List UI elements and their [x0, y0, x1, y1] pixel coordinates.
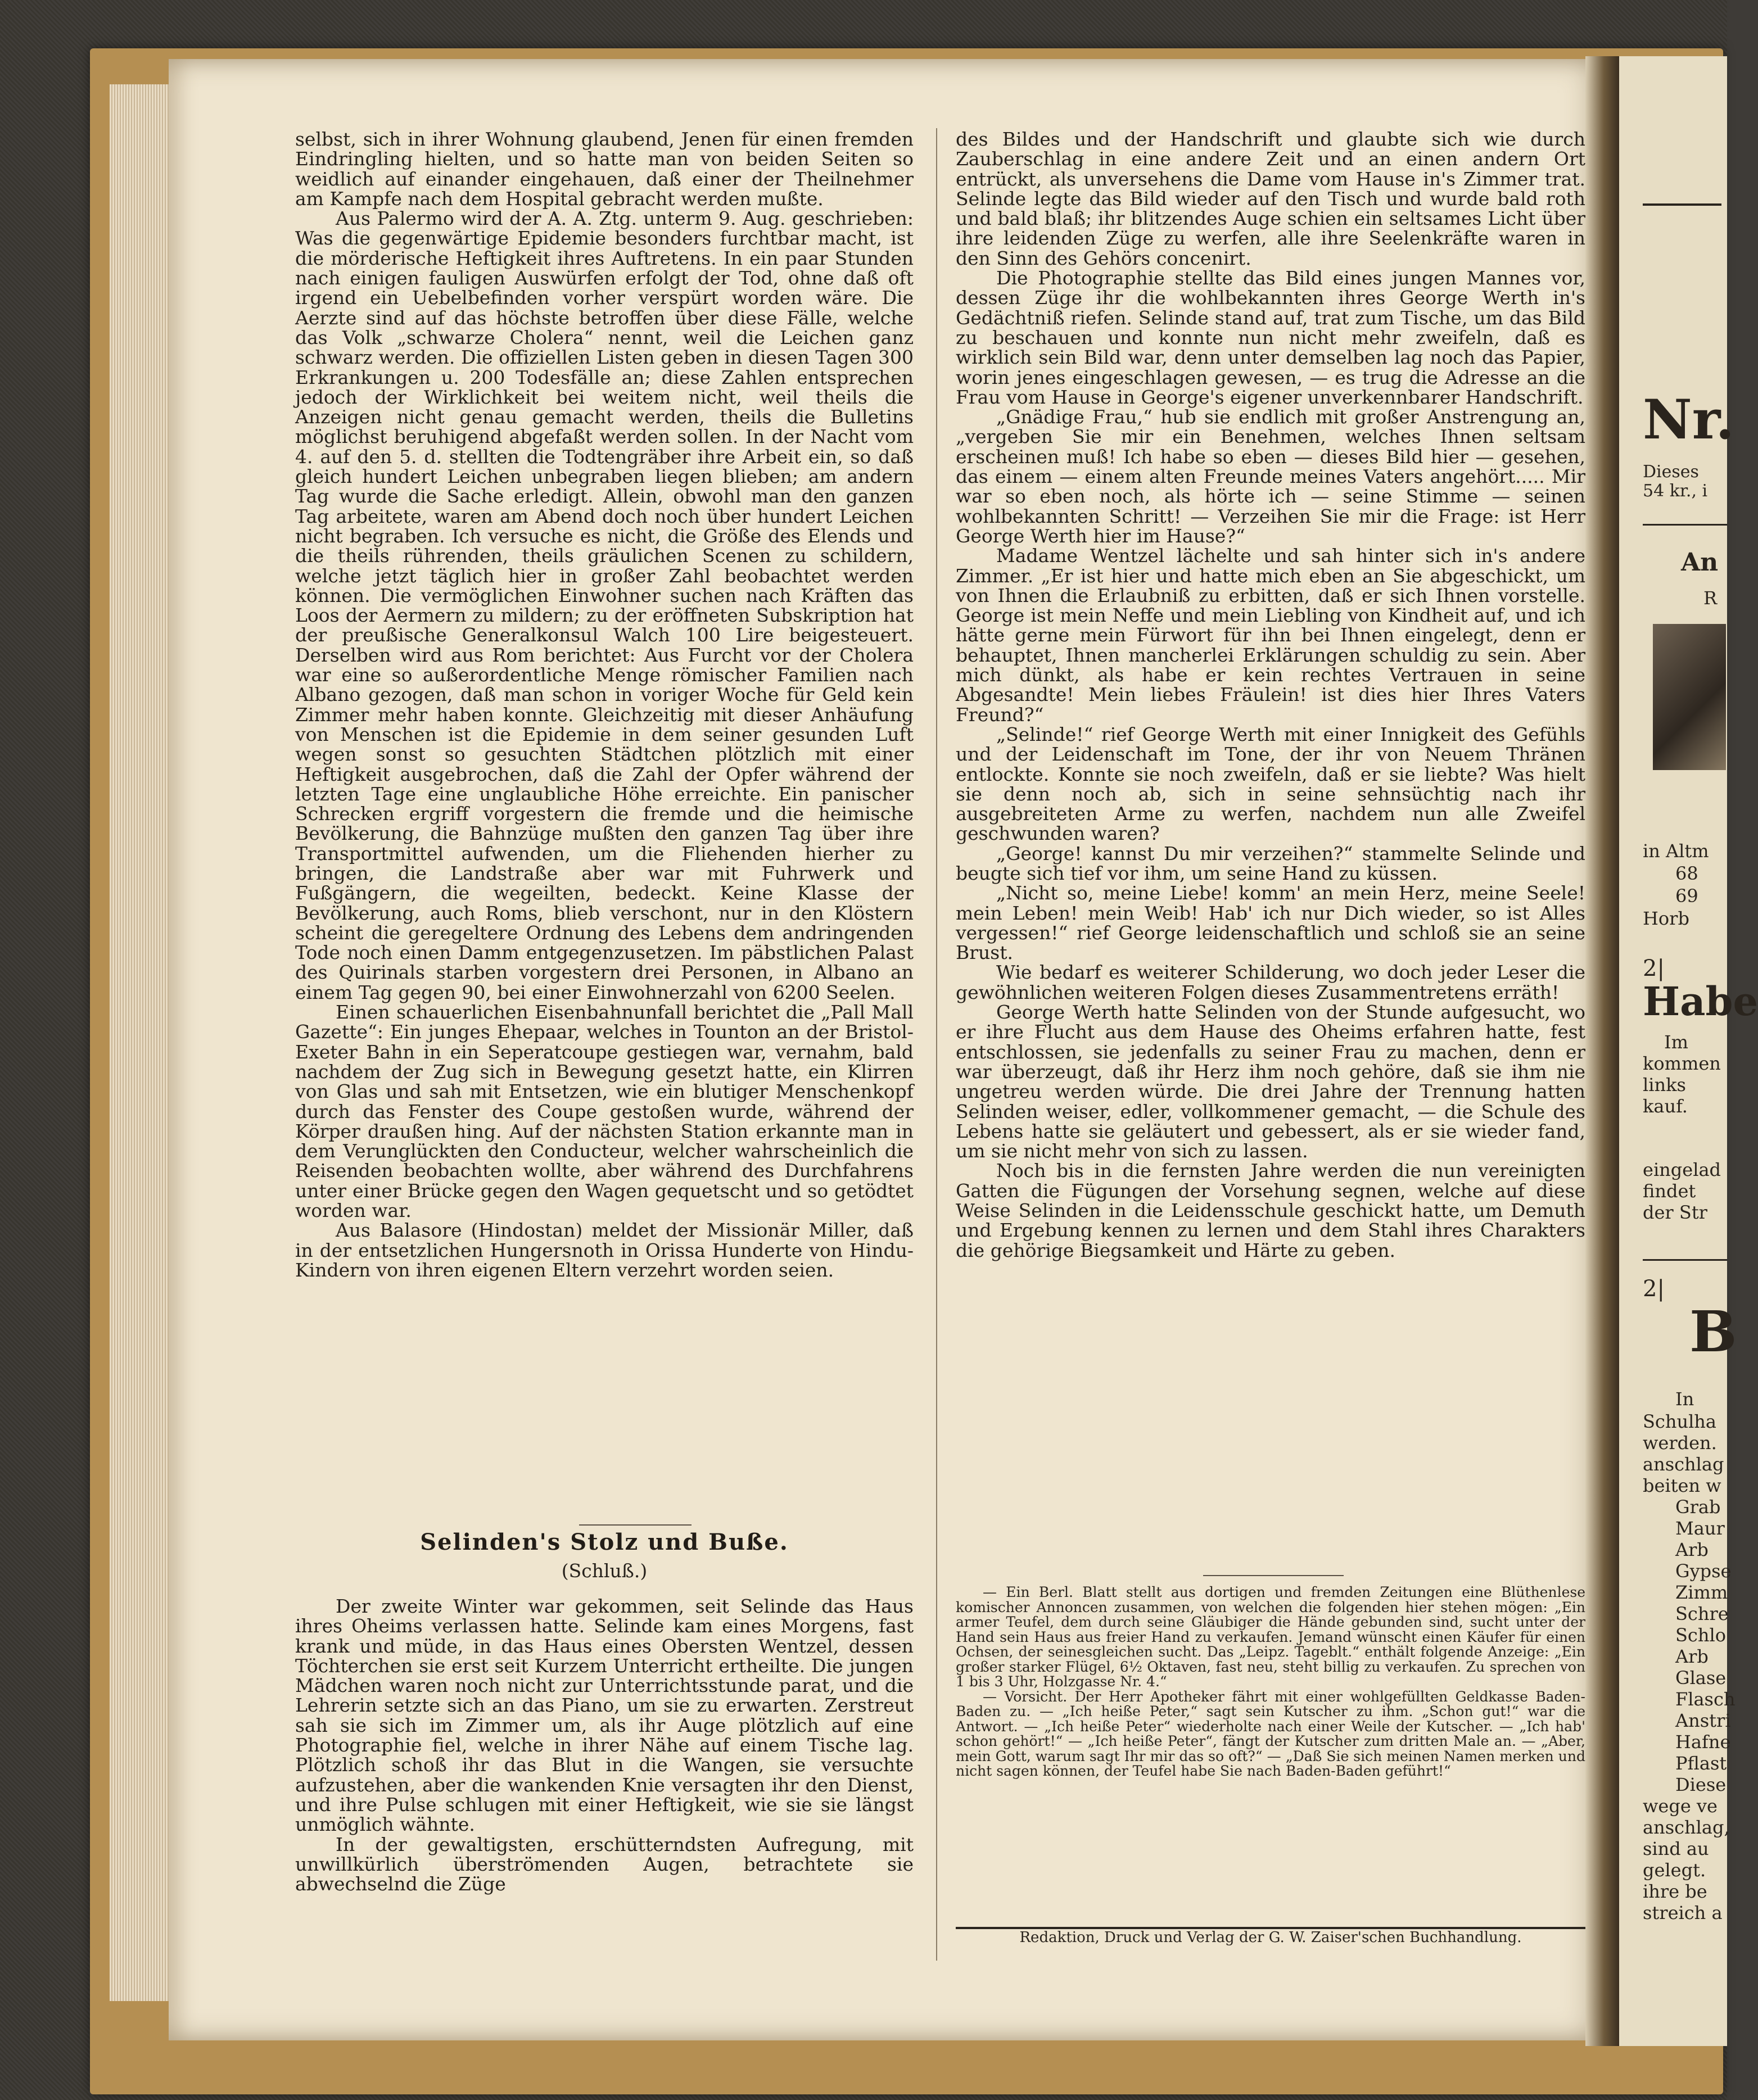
fragment: R — [1703, 587, 1718, 609]
story-subtitle: (Schluß.) — [561, 1560, 648, 1582]
right-page-rule — [1643, 1259, 1727, 1261]
paragraph: „Gnädige Frau,“ hub sie endlich mit großer Anstrengung an, „vergeben Sie mir ein Benehmen, welches Ihnen seltsam erscheinen muß! Ich habe so eben — dieses Bild hier — gesehen, das einem — einem alten Freunde meines Vaters angehört..... Mir war so eben noch, als hörte ich — seine Stimme — seinen wohlbekannten Schritt! — Verzeihen Sie mir die Frage: ist Herr George Werth hier im Hause?“ — [956, 406, 1585, 547]
fragment: wege ve — [1643, 1795, 1718, 1817]
paragraph: „Selinde!“ rief George Werth mit einer Innigkeit des Gefühls und der Leidenschaft im Tone, der ihr von Neuem Thränen entlockte. Konnte sie noch zweifeln, daß er sie liebte? Was hielt sie denn noch ab, sich in seine sehnsüchtig nach ihr ausgebreiteten Arme zu werfen, nachdem nun alle Zweifel geschwunden waren? — [956, 723, 1585, 845]
paragraph: Madame Wentzel lächelte und sah hinter sich in's andere Zimmer. „Er ist hier und hatte mich eben an Sie abgeschickt, um von Ihnen die Erlaubniß zu erbitten, daß er sich Ihnen vorstelle. George ist mein Neffe und mein Liebling von Kindheit auf, und ich hätte gerne mein Fürwort für ihn bei Ihnen eingelegt, denn er behauptet, Ihnen mancherlei Erklärungen schuldig zu sein. Aber mich dünkt, als habe er kein rechtes Vertrauen in seine Abgesandte! Mein liebes Fräulein! ist dies hier Ihres Vaters Freund?“ — [956, 545, 1585, 726]
paragraph: In der gewaltigsten, erschütterndsten Aufregung, mit unwillkürlich überströmenden Augen, betrachtete sie abwechselnd die Züge — [295, 1833, 914, 1895]
fragment: Im — [1664, 1031, 1688, 1053]
fragment: 54 kr., i — [1643, 481, 1708, 501]
paragraph: des Bildes und der Handschrift und glaubte sich wie durch Zauberschlag in eine andere Zeit und an einen andern Ort entrückt, als unversehens die Dame vom Hause in's Zimmer trat. Selinde legte das Bild wieder auf den Tisch und wurde bald roth und bald blaß; ihr blitzendes Auge schien ein seltsames Licht über ihre leidenden Züge zu werfen, alle ihre Seelenkräfte waren in den Sinn des Gehörs concenirt. — [956, 128, 1585, 269]
fragment: ihre be — [1643, 1881, 1707, 1902]
fragment: Horb — [1643, 908, 1689, 929]
paragraph: Wie bedarf es weiterer Schilderung, wo doch jeder Leser die gewöhnlichen weiteren Folgen dieses Zusammentretens erräth! — [956, 961, 1585, 1003]
fragment: 69 — [1675, 885, 1698, 907]
fragment: Diese — [1675, 1774, 1727, 1795]
fragment: Maur — [1675, 1518, 1725, 1539]
fragment: kommen — [1643, 1053, 1721, 1074]
paragraph: Die Photographie stellte das Bild eines jungen Mannes vor, dessen Züge ihr die wohlbekannten ihres George Werth in's Gedächtniß riefen. Selinde stand auf, trat zum Tische, um das Bild zu beschauen und konnte nun nicht mehr zweifeln, daß es wirklich sein Bild war, denn unter demselben lag noch das Papier, worin jenes eingeschlagen gewesen, — es trug die Adresse an die Frau vom Hause in George's eigener unverkennbarer Handschrift. — [956, 267, 1585, 408]
page-edges — [110, 84, 171, 2001]
fragment: Habe — [1643, 978, 1758, 1025]
fragment: Pflast — [1675, 1753, 1727, 1774]
fragment: anschlag, — [1643, 1817, 1730, 1838]
fragment: werden. — [1643, 1432, 1717, 1454]
fragment: Grab — [1675, 1496, 1721, 1518]
fragment: Anstri — [1675, 1710, 1731, 1731]
fragment: Gypse — [1675, 1560, 1732, 1582]
paragraph: selbst, sich in ihrer Wohnung glaubend, Jenen für einen fremden Eindringling hielten, und so hatte man von beiden Seiten so weidlich auf einander eingehauen, daß einer der Theilnehmer am Kampfe nach dem Hospital gebracht werden mußte. — [295, 128, 914, 210]
fragment: Glase — [1675, 1667, 1727, 1689]
fragment: anschlag — [1643, 1454, 1724, 1475]
miscellany-item: — Ein Berl. Blatt stellt aus dortigen und fremden Zeitungen eine Blüthenlese komischer Annoncen zusammen, von welchen die folgenden hier stehen mögen: „Ein armer Teufel, dem durch seine Gläubiger die Hände gebunden sind, sucht unter der Hand sein Haus aus freier Hand zu verkaufen. Jemand wünscht einen Käufer für einen Ochsen, der seinesgleichen sucht. Das „Leipz. Tageblt.“ enthält folgende Anzeige: „Ein großer starker Flügel, 6½ Oktaven, fast neu, steht billig zu verkaufen. Zu sprechen von 1 bis 3 Uhr, Holzgasse Nr. 4.“ — [956, 1584, 1585, 1690]
fragment: findet — [1643, 1180, 1696, 1202]
miscellany-item: — Vorsicht. Der Herr Apotheker fährt mit einer wohlgefüllten Geldkasse Baden-Baden zu. — „Ich heiße Peter,“ sagt sein Kutscher zu ihm. „Schon gut!“ war die Antwort. — „Ich heiße Peter“ wiederholte nach einer Weile der Kutscher. — „Ich hab' schon gehört!“ — „Ich heiße Peter“, fängt der Kutscher zum dritten Male an. — „Aber, mein Gott, warum sagt Ihr mir das so oft?“ — „Daß Sie sich meinen Namen merken und nicht sagen können, der Teufel habe Sie nach Baden-Baden geführt!“ — [956, 1688, 1585, 1779]
paragraph: „Nicht so, meine Liebe! komm' an mein Herz, meine Seele! mein Leben! mein Weib! Hab' ich nur Dich wieder, so ist Alles vergessen!“ rief George leidenschaftlich und schloß sie an seine Brust. — [956, 882, 1585, 964]
fragment: Zimm — [1675, 1582, 1728, 1603]
paragraph: „George! kannst Du mir verzeihen?“ stammelte Selinde und beugte sich tief vor ihm, um seine Hand zu küssen. — [956, 842, 1585, 884]
miscellany-block — [956, 1585, 1585, 1779]
fragment: Arb — [1675, 1539, 1709, 1560]
column-divider — [936, 128, 937, 1961]
paragraph: Der zweite Winter war gekommen, seit Selinde das Haus ihres Oheims verlassen hatte. Selinde kam eines Morgens, fast krank und müde, in das Haus eines Obersten Wentzel, dessen Töchterchen sie erst seit Kurzem Unterricht ertheilte. Die jungen Mädchen waren noch nicht zur Unterrichtsstunde parat, und die Lehrerin setzte sich an das Piano, um sie zu erwarten. Zerstreut sah sie sich im Zimmer um, als ihr Auge plötzlich auf eine Photographie fiel, welche in ihrer Nähe auf einem Tische lag. Plötzlich schoß ihr das Blut in die Wangen, sie versuchte aufzustehen, aber die wankenden Knie versagten ihr den Dienst, und ihre Pulse schlugen mit einer Heftigkeit, wie sie sie längst unmöglich wähnte. — [295, 1595, 914, 1836]
fragment: 2| — [1643, 956, 1665, 981]
fragment: kauf. — [1643, 1096, 1688, 1117]
fragment: 2| — [1643, 1276, 1665, 1302]
story-title: Selinden's Stolz und Buße. — [420, 1529, 789, 1555]
fragment: streich a — [1643, 1902, 1723, 1924]
paragraph: Einen schauerlichen Eisenbahnunfall berichtet die „Pall Mall Gazette“: Ein junges Ehepaar, welches in Tounton an der Bristol-Exeter Bahn in ein Seperatcoupe gestiegen war, vernahm, bald nachdem der Zug sich in Bewegung gesetzt hatte, ein Klirren von Glas und sah mit Entsetzen, wie ein blutiger Menschenkopf durch das Fenster des Coupe gestoßen wurde, während der Körper draußen hing. Auf der nächsten Station erkannte man in dem Verunglückten den Conducteur, welcher wahrscheinlich die Reisenden beobachten wollte, aber während des Durchfahrens unter einer Brücke gegen den Wagen gequetscht und so getödtet worden war. — [295, 1001, 914, 1222]
fragment: sind au — [1643, 1838, 1709, 1859]
fragment: Hafne — [1675, 1731, 1731, 1753]
paragraph: Aus Balasore (Hindostan) meldet der Missionär Miller, daß in der entsetzlichen Hungersnoth in Orissa Hunderte von Hindu-Kindern von ihren eigenen Eltern verzehrt worden seien. — [295, 1219, 914, 1281]
fragment: Dieses — [1643, 462, 1699, 482]
fragment: B — [1689, 1298, 1737, 1365]
fragment: Schulha — [1643, 1411, 1716, 1432]
fragment: An — [1681, 548, 1719, 577]
fragment: Arb — [1675, 1646, 1709, 1667]
fragment: beiten w — [1643, 1475, 1721, 1496]
fragment: In — [1675, 1388, 1694, 1410]
fragment: Flasch — [1675, 1689, 1736, 1710]
fragment: gelegt. — [1643, 1859, 1706, 1881]
fragment: der Str — [1643, 1202, 1707, 1223]
story-column — [295, 1596, 914, 1894]
fragment: 68 — [1675, 863, 1698, 884]
miscellany-separator — [1203, 1575, 1344, 1576]
fragment: in Altm — [1643, 840, 1709, 862]
paragraph: George Werth hatte Selinden von der Stunde aufgesucht, wo er ihre Flucht aus dem Hause des Oheims erfahren hatte, fest entschlossen, sie jedenfalls zu seiner Frau zu machen, denn er war überzeugt, daß ihr Herz ihm noch gehöre, daß sie ihm nie ungetreu werden würde. Die drei Jahre der Trennung hatten Selinden weiser, edler, vollkommener gemacht, — die Schule des Lebens hatte sie geläutert und gebessert, als er sie wieder fand, um sie nicht mehr von sich zu lassen. — [956, 1001, 1585, 1162]
middle-column — [956, 129, 1585, 1260]
fragment: eingelad — [1643, 1159, 1721, 1180]
right-page-rule — [1643, 524, 1727, 526]
imprint: Redaktion, Druck und Verlag der G. W. Zaiser'schen Buchhandlung. — [1019, 1929, 1522, 1946]
issue-number: Nr. — [1643, 388, 1734, 451]
right-page-rule — [1643, 203, 1721, 206]
fragment: Schre — [1675, 1603, 1729, 1624]
fragment: Schlo — [1675, 1624, 1726, 1646]
paragraph: Aus Palermo wird der A. A. Ztg. unterm 9. Aug. geschrieben: Was die gegenwärtige Epidemie besonders furchtbar macht, ist die mörderische Heftigkeit ihres Auftretens. In ein paar Stunden nach einigen fauligen Auswürfen erfolgt der Tod, ohne daß oft irgend ein Uebelbefinden vorher verspürt worden wäre. Die Aerzte sind auf das höchste betroffen über diese Fälle, welche das Volk „schwarze Cholera“ nennt, weil die Leichen ganz schwarz werden. Die offiziellen Listen geben in diesen Tagen 300 Erkrankungen u. 200 Todesfälle an; diese Zahlen entsprechen jedoch der Wirklichkeit bei weitem nicht, weil theils die Anzeigen nicht genau gemacht werden, theils die Bulletins möglichst beruhigend abgefaßt werden sollen. In der Nacht vom 4. auf den 5. d. stellten die Todtengräber ihre Arbeit ein, so daß gleich hundert Leichen unbegraben liegen blieben; am andern Tag wurde die Sache erledigt. Allein, obwohl man den ganzen Tag arbeitete, waren am Abend doch noch über hundert Leichen nicht begraben. Ich versuche es nicht, die Größe des Elends und die theils rührenden, theils gräulichen Scenen zu schildern, welche jetzt täglich hier in großer Zahl beobachtet werden können. Die vermöglichen Einwohner suchen nach Kräften das Loos der Aermern zu mildern; zu der eröffneten Subskription hat der preußische Generalkonsul Walch 100 Lire beigesteuert. Derselben wird aus Rom berichtet: Aus Furcht vor der Cholera war eine so außerordentliche Menge römischer Familien nach Albano gezogen, daß man schon in voriger Woche für Geld kein Zimmer mehr haben konnte. Gleichzeitig mit dieser Anhäufung von Menschen ist die Epidemie in dem seiner gesunden Luft wegen sonst so gesuchten Städtchen plötzlich mit einer Heftigkeit ausgebrochen, daß die Zahl der Opfer während der letzten Tage eine unglaubliche Höhe erreichte. Ein panischer Schrecken ergriff vorgestern die fremde und die heimische Bevölkerung, die Bahnzüge mußten den ganzen Tag über ihre Transportmittel aufwenden, um die Fliehenden hierher zu bringen, die Landstraße aber war mit Fuhrwerk und Fußgängern, die wegeilten, bedeckt. Keine Klasse der Bevölkerung, auch Roms, blieb verschont, nur in den Klöstern scheint die geregeltere Ordnung des Lebens dem andringenden Tode noch einen Damm entgegenzusetzen. Im päbstlichen Palast des Quirinals starben vorgestern drei Personen, in Albano an einem Tag gegen 90, bei einer Einwohnerzahl von 6200 Seelen. — [295, 207, 914, 1003]
paragraph: Noch bis in die fernsten Jahre werden die nun vereinigten Gatten die Fügungen der Vorsehung segnen, welche auf diese Weise Selinden in die Leidensschule geschickt hatte, um Demuth und Ergebung kennen zu lernen und dem Stahl ihres Charakters die gehörige Biegsamkeit und Härte zu geben. — [956, 1160, 1585, 1261]
fragment: links — [1643, 1074, 1686, 1096]
section-separator — [579, 1524, 692, 1526]
right-page-edge — [1619, 56, 1758, 2046]
book-gutter — [1585, 56, 1619, 2046]
engraving-illustration — [1653, 624, 1726, 770]
left-column — [295, 129, 914, 1280]
